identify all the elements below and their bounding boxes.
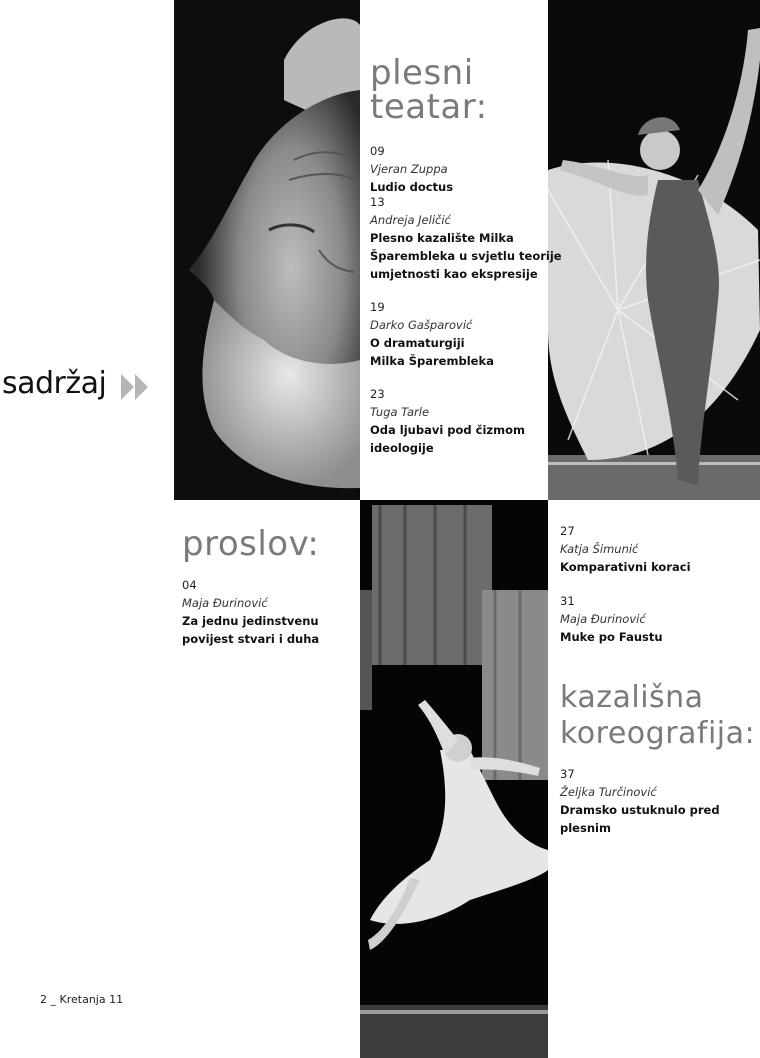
article-title: Za jednu jedinstvenu	[182, 614, 319, 628]
footer-separator: _	[50, 993, 56, 1006]
page-number: 37	[560, 767, 575, 781]
article-title: povijest stvari i duha	[182, 632, 320, 646]
contents-heading: sadržaj	[2, 366, 107, 401]
author: Vjeran Zuppa	[370, 162, 448, 176]
section-title-proslov: proslov:	[182, 524, 320, 564]
section-title-plesni-teatar	[370, 53, 488, 127]
author: Andreja Jeličić	[370, 213, 451, 227]
title-line: plesni	[370, 53, 474, 93]
dancer-kick-photo	[548, 0, 760, 500]
article-title: ideologije	[370, 441, 434, 455]
page-number: 27	[560, 524, 575, 538]
toc-entry[interactable]	[560, 765, 760, 837]
author: Katja Šimunić	[560, 542, 639, 556]
author: Maja Đurinović	[182, 596, 268, 610]
article-title: umjetnosti kao ekspresije	[370, 267, 538, 281]
footer-magazine: Kretanja 11	[59, 993, 124, 1006]
section-title-kazalisna-koreografija	[560, 680, 755, 752]
page-number: 31	[560, 594, 575, 608]
double-arrow-icon	[121, 374, 151, 400]
author: Tuga Tarle	[370, 405, 430, 419]
footer-page-number: 2	[40, 993, 47, 1006]
title-line: teatar:	[370, 87, 488, 127]
page-number: 23	[370, 387, 385, 401]
author: Željka Turčinović	[560, 785, 657, 799]
toc-entry[interactable]	[370, 193, 562, 283]
title-line: koreografija:	[560, 716, 756, 751]
page-footer	[40, 993, 123, 1006]
page-number: 19	[370, 300, 385, 314]
toc-entry[interactable]	[370, 142, 453, 196]
article-title: Plesno kazalište Milka	[370, 231, 514, 245]
toc-entry[interactable]	[370, 385, 525, 457]
article-title: Komparativni koraci	[560, 560, 691, 574]
page-number: 09	[370, 144, 385, 158]
article-title: Šparembleka u svjetlu teorije	[370, 249, 562, 263]
article-title: O dramaturgiji	[370, 336, 465, 350]
article-title: Ludio doctus	[370, 180, 454, 194]
toc-entry[interactable]	[560, 592, 663, 646]
toc-entry[interactable]	[560, 522, 691, 576]
article-title: Muke po Faustu	[560, 630, 663, 644]
article-title: Oda ljubavi pod čizmom	[370, 423, 525, 437]
author: Darko Gašparović	[370, 318, 473, 332]
article-title: Dramsko ustuknulo pred plesnim	[560, 803, 720, 835]
portrait-photo	[174, 0, 360, 500]
toc-entry[interactable]	[370, 298, 494, 370]
author: Maja Đurinović	[560, 612, 646, 626]
page-number: 13	[370, 195, 385, 209]
dancer-leap-photo	[360, 500, 548, 1058]
page-number: 04	[182, 578, 197, 592]
toc-entry[interactable]	[182, 576, 319, 648]
title-line: kazališna	[560, 680, 704, 715]
article-title: Milka Šparembleka	[370, 354, 494, 368]
